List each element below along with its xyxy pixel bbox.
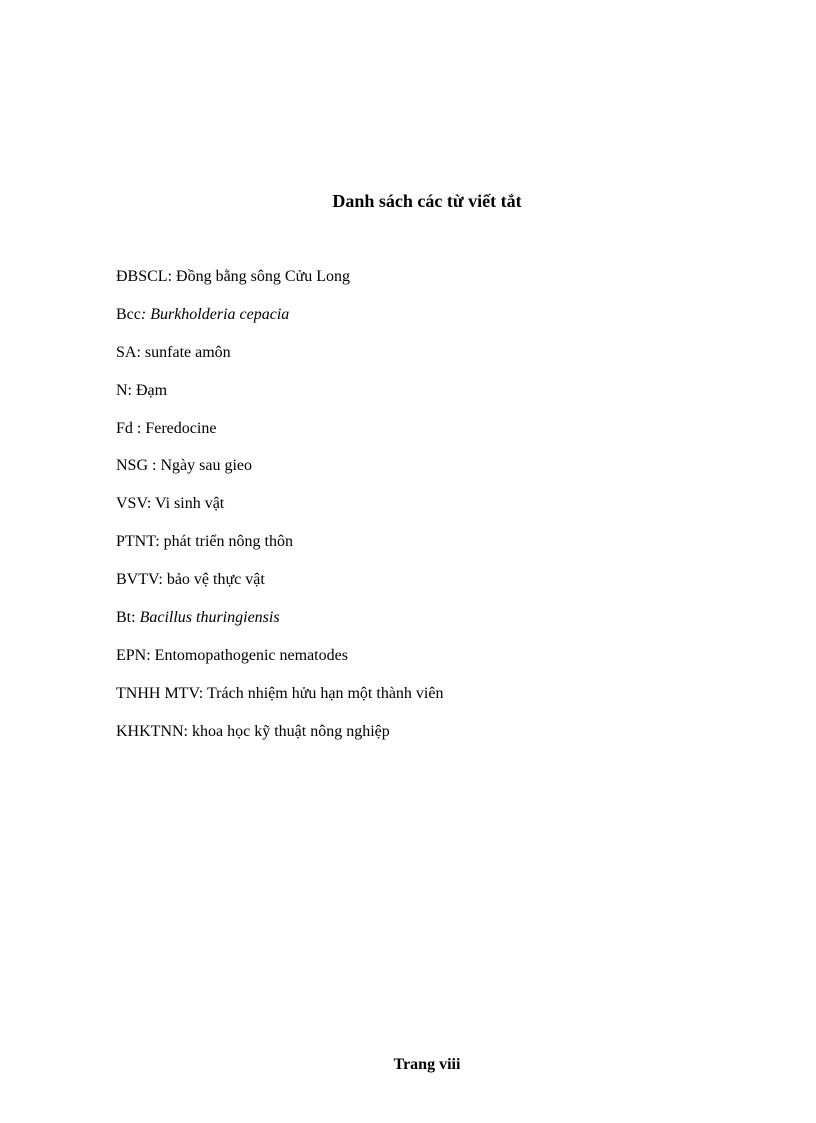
abbreviation-item — [116, 607, 756, 645]
abbreviation-item — [116, 304, 756, 342]
abbreviation-definition: Đạm — [136, 381, 168, 399]
abbreviation-term: Bcc — [116, 305, 141, 323]
abbreviation-item — [116, 569, 756, 607]
abbreviation-term: BVTV: — [116, 571, 163, 589]
abbreviation-definition: Trách nhiệm hửu hạn một thành viên — [206, 684, 444, 702]
abbreviation-item — [116, 380, 756, 418]
abbreviation-term: KHKTNN: — [116, 722, 188, 740]
abbreviation-item — [116, 531, 756, 569]
abbreviation-item — [116, 721, 756, 759]
abbreviation-definition: : Burkholderia cepacia — [140, 305, 290, 323]
abbreviation-item — [116, 645, 756, 683]
abbreviation-term: Bt: — [116, 609, 136, 627]
abbreviation-definition: Feredocine — [145, 419, 217, 437]
abbreviation-item — [116, 683, 756, 721]
abbreviation-item — [116, 342, 756, 380]
abbreviation-term: SA: — [116, 343, 141, 361]
abbreviation-definition: phát triển nông thôn — [163, 533, 293, 551]
abbreviation-term: EPN: — [116, 646, 151, 664]
abbreviation-definition: Bacillus thuringiensis — [139, 609, 280, 627]
abbreviation-definition: sunfate amôn — [144, 343, 231, 361]
abbreviation-definition: Ngày sau gieo — [160, 457, 252, 475]
abbreviation-term: NSG : — [116, 457, 157, 475]
page-title: Danh sách các từ viết tắt — [332, 191, 522, 211]
abbreviation-term: PTNT: — [116, 533, 160, 551]
abbreviation-definition: khoa học kỹ thuật nông nghiệp — [192, 722, 390, 740]
abbreviation-definition: Entomopathogenic nematodes — [154, 646, 348, 664]
abbreviation-item — [116, 418, 756, 456]
abbreviation-definition: bảo vệ thực vật — [166, 571, 265, 589]
abbreviation-term: TNHH MTV: — [116, 684, 204, 702]
abbreviation-item — [116, 455, 756, 493]
abbreviation-term: ĐBSCL: — [116, 268, 173, 285]
abbreviation-term: VSV: — [116, 495, 152, 513]
page-number: Trang viii — [393, 1056, 461, 1073]
abbreviation-term: N: — [116, 381, 132, 399]
abbreviation-term: Fd : — [116, 419, 142, 437]
abbreviation-definition: Vi sinh vật — [154, 495, 225, 513]
abbreviation-item — [116, 493, 756, 531]
abbreviation-list — [116, 266, 756, 759]
abbreviation-definition: Đồng bằng sông Cửu Long — [176, 268, 351, 285]
abbreviation-item — [116, 266, 756, 304]
